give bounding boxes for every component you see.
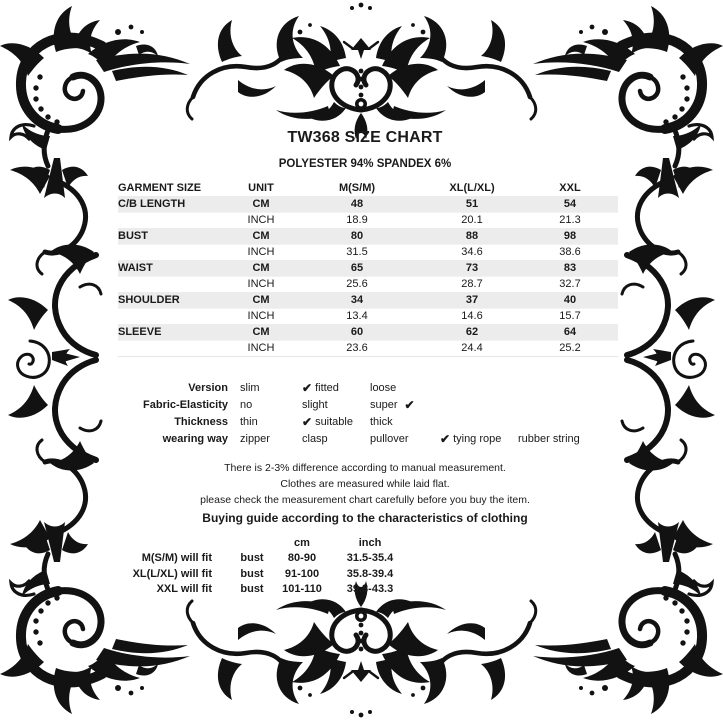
- value-cell: 54: [563, 197, 577, 210]
- fit-guide-row: [112, 582, 414, 598]
- fit-row-label: M(S/M) will fit: [141, 552, 212, 565]
- unit-cell: CM: [252, 197, 270, 210]
- fit-cm-value: 101-110: [282, 583, 322, 596]
- fit-col-header-inch: inch: [358, 536, 382, 549]
- note-line: There is 2-3% difference according to manual measurement.: [224, 462, 506, 474]
- attribute-option: [518, 433, 608, 445]
- option-text: pullover: [370, 432, 409, 445]
- table-row: [118, 292, 618, 308]
- value-cell: 32.7: [559, 278, 581, 291]
- attribute-option: [302, 381, 370, 395]
- table-row: [118, 340, 618, 357]
- attribute-option: [440, 432, 518, 446]
- unit-cell: INCH: [247, 246, 275, 259]
- fit-inch-value: 35.8-39.4: [346, 567, 394, 580]
- value-cell: 24.4: [461, 342, 483, 355]
- attribute-option: [302, 433, 370, 445]
- option-text: super: [370, 398, 398, 411]
- attribute-option: [370, 382, 440, 394]
- row-label: C/B LENGTH: [118, 197, 186, 210]
- row-label: SHOULDER: [118, 293, 180, 306]
- fit-inch-value: 31.5-35.4: [346, 552, 394, 565]
- value-cell: 73: [465, 261, 479, 274]
- note-line: please check the measurement chart carefully before you buy the item.: [200, 494, 530, 506]
- value-cell: 31.5: [346, 246, 368, 259]
- table-row: [118, 196, 618, 212]
- unit-cell: CM: [252, 293, 270, 306]
- value-cell: 23.6: [346, 342, 368, 355]
- value-cell: 25.6: [346, 278, 368, 291]
- value-cell: 62: [465, 325, 479, 338]
- check-icon: ✔: [404, 397, 415, 412]
- fit-guide-header-row: [112, 535, 414, 551]
- value-cell: 18.9: [346, 214, 368, 227]
- value-cell: 37: [465, 293, 479, 306]
- fit-guide-row: [112, 566, 414, 582]
- col-header-xxl: XXL: [559, 182, 581, 194]
- unit-cell: INCH: [247, 342, 275, 355]
- fit-inch-value: 39.8-43.3: [346, 583, 394, 596]
- table-row: [118, 260, 618, 276]
- attribute-label: wearing way: [162, 432, 228, 445]
- option-text: slight: [302, 398, 328, 411]
- option-text: zipper: [240, 432, 270, 445]
- value-cell: 14.6: [461, 310, 483, 323]
- check-icon: ✔: [440, 431, 451, 446]
- unit-cell: CM: [252, 261, 270, 274]
- value-cell: 38.6: [559, 246, 581, 259]
- table-row: [118, 244, 618, 261]
- measurement-notes: [105, 460, 625, 526]
- attribute-label: Thickness: [174, 415, 228, 428]
- fit-measure-label: bust: [240, 567, 264, 580]
- value-cell: 15.7: [559, 310, 581, 323]
- value-cell: 65: [350, 261, 364, 274]
- size-table-header-row: [118, 180, 618, 196]
- attribute-option: [302, 399, 370, 411]
- attributes-section: [118, 379, 608, 447]
- fit-col-header-cm: cm: [294, 536, 310, 549]
- option-text: thin: [240, 415, 258, 428]
- value-cell: 25.2: [559, 342, 581, 355]
- option-text: slim: [240, 381, 260, 394]
- option-text: suitable: [315, 415, 353, 428]
- table-row: [118, 276, 618, 293]
- fit-row-label: XXL will fit: [156, 583, 212, 596]
- value-cell: 83: [563, 261, 577, 274]
- unit-cell: INCH: [247, 310, 275, 323]
- attribute-option: [240, 399, 302, 411]
- attribute-row-wearing-way: [118, 430, 608, 447]
- attribute-option: [370, 433, 440, 445]
- option-text: rubber string: [518, 432, 580, 445]
- option-text: tying rope: [453, 432, 502, 445]
- attribute-row-version: [118, 379, 608, 396]
- value-cell: 34.6: [461, 246, 483, 259]
- option-text: loose: [370, 381, 397, 394]
- value-cell: 48: [350, 197, 364, 210]
- value-cell: 88: [465, 229, 479, 242]
- col-header-m: M(S/M): [338, 182, 376, 194]
- attribute-option: [240, 416, 302, 428]
- attribute-label: Version: [188, 381, 228, 394]
- attribute-option: [370, 416, 440, 428]
- attribute-option: [370, 398, 440, 412]
- unit-cell: INCH: [247, 214, 275, 227]
- note-line: Clothes are measured while laid flat.: [280, 478, 450, 490]
- option-text: no: [240, 398, 253, 411]
- col-header-garment-size: GARMENT SIZE: [118, 182, 202, 194]
- row-label: WAIST: [118, 261, 153, 274]
- attribute-label: Fabric-Elasticity: [143, 398, 228, 411]
- unit-cell: CM: [252, 325, 270, 338]
- unit-cell: INCH: [247, 278, 275, 291]
- attribute-option: [302, 415, 370, 429]
- fit-measure-label: bust: [240, 583, 264, 596]
- value-cell: 20.1: [461, 214, 483, 227]
- attribute-row-elasticity: [118, 396, 608, 413]
- value-cell: 21.3: [559, 214, 581, 227]
- fit-guide-row: [112, 551, 414, 567]
- value-cell: 40: [563, 293, 577, 306]
- unit-cell: CM: [252, 229, 270, 242]
- check-icon: ✔: [302, 414, 313, 429]
- value-cell: 34: [350, 293, 364, 306]
- table-row: [118, 308, 618, 325]
- table-row: [118, 212, 618, 229]
- material-subtitle: POLYESTER 94% SPANDEX 6%: [278, 158, 452, 170]
- value-cell: 64: [563, 325, 577, 338]
- value-cell: 13.4: [346, 310, 368, 323]
- option-text: clasp: [302, 432, 328, 445]
- value-cell: 51: [465, 197, 479, 210]
- col-header-unit: UNIT: [248, 182, 274, 194]
- row-label: BUST: [118, 229, 148, 242]
- option-text: thick: [370, 415, 393, 428]
- option-text: fitted: [315, 381, 339, 394]
- col-header-xl: XL(L/XL): [449, 182, 495, 194]
- attribute-option: [240, 382, 302, 394]
- buying-guide-heading: Buying guide according to the characteristics of clothing: [202, 511, 528, 525]
- value-cell: 60: [350, 325, 364, 338]
- row-label: SLEEVE: [118, 325, 162, 338]
- value-cell: 98: [563, 229, 577, 242]
- fit-measure-label: bust: [240, 552, 264, 565]
- value-cell: 28.7: [461, 278, 483, 291]
- value-cell: 80: [350, 229, 364, 242]
- table-row: [118, 228, 618, 244]
- attribute-option: [240, 433, 302, 445]
- fit-cm-value: 80-90: [287, 552, 317, 565]
- size-table: [118, 180, 618, 357]
- check-icon: ✔: [302, 380, 313, 395]
- page-title: TW368 SIZE CHART: [287, 129, 443, 146]
- table-row: [118, 324, 618, 340]
- attribute-row-thickness: [118, 413, 608, 430]
- fit-row-label: XL(L/XL) will fit: [132, 567, 212, 580]
- fit-cm-value: 91-100: [284, 567, 320, 580]
- fit-guide-table: [112, 535, 414, 597]
